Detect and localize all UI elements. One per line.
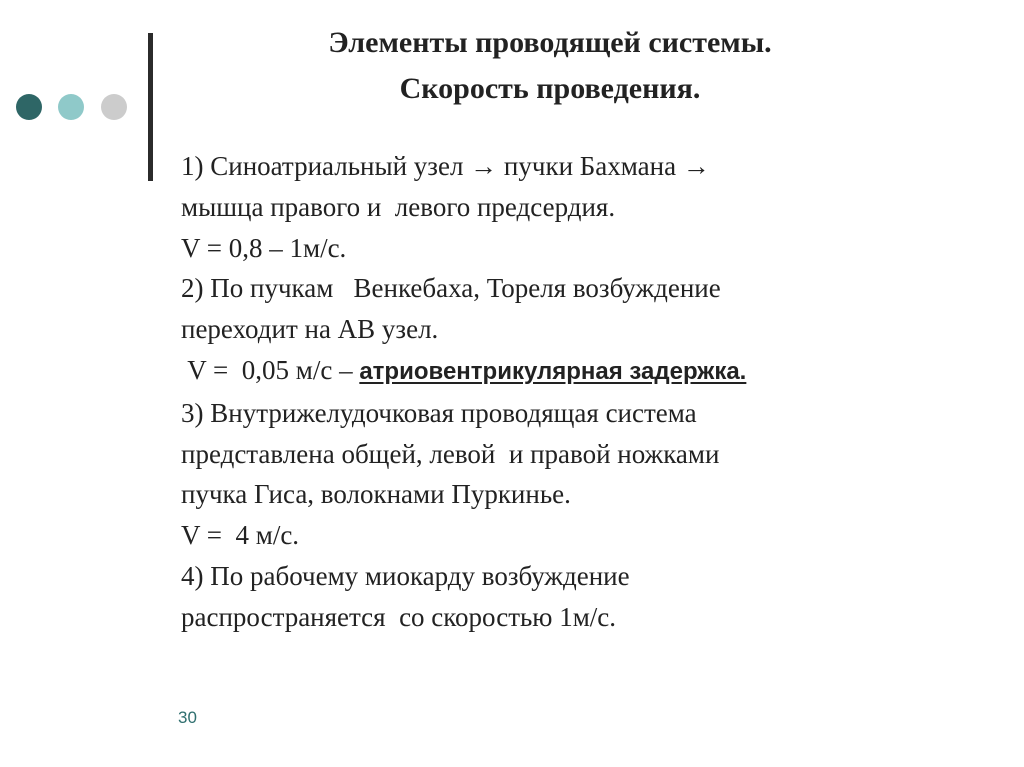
title-line-2: Скорость проведения. [399, 72, 701, 105]
speed-label: V = 0,05 м/с – [181, 354, 360, 385]
decorative-dot-light [58, 94, 84, 120]
body-line: 3) Внутрижелудочковая проводящая система [181, 397, 697, 428]
body-line-with-emphasis [181, 350, 981, 393]
body-line: представлена общей, левой и правой ножками [181, 438, 720, 469]
body-line: 1) Синоатриальный узел → пучки Бахмана → [181, 151, 710, 181]
body-line: мышца правого и левого предсердия. [181, 191, 616, 222]
body-line: пучка Гиса, волокнами Пуркинье. [181, 479, 571, 510]
body-line: распространяется со скоростью 1м/с. [181, 601, 617, 632]
decorative-dot-gray [101, 94, 127, 120]
title-line-1: Элементы проводящей системы. [328, 26, 772, 59]
decorative-dot-dark [16, 94, 42, 120]
body-line: V = 0,8 – 1м/с. [181, 232, 347, 263]
body-line: 2) По пучкам Венкебаха, Тореля возбуждение [181, 273, 721, 304]
vertical-divider [148, 33, 153, 181]
slide-body [181, 146, 981, 638]
slide-title [250, 20, 850, 112]
body-line: 4) По рабочему миокарду возбуждение [181, 560, 630, 591]
body-line: V = 4 м/с. [181, 520, 300, 551]
body-line: переходит на АВ узел. [181, 314, 439, 345]
emphasized-term: атриовентрикулярная задержка. [359, 357, 747, 385]
page-number: 30 [178, 708, 197, 727]
